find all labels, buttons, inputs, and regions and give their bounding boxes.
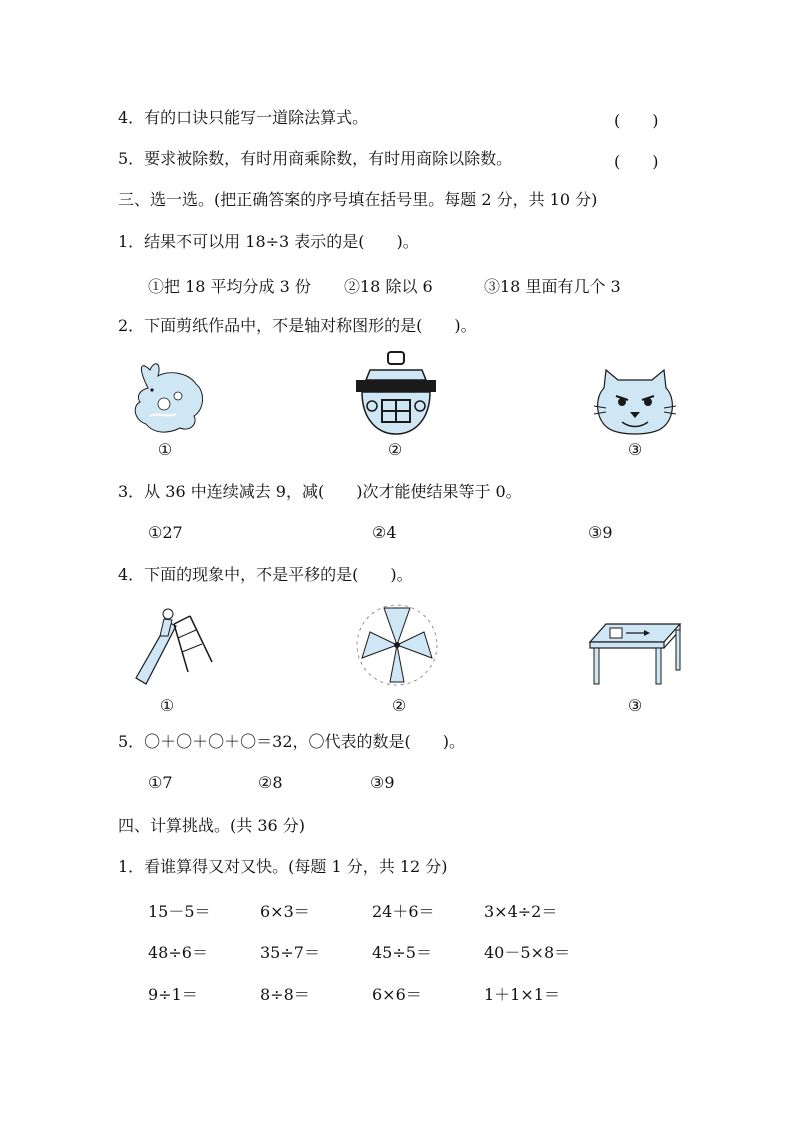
- calc-item[interactable]: 15－5＝: [148, 902, 211, 921]
- calc-item[interactable]: 35÷7＝: [260, 943, 320, 962]
- picture-label-3[interactable]: ③: [627, 440, 643, 459]
- rabbit-papercut-image: [128, 358, 210, 438]
- choice-question-3: 3．从 36 中连续减去 9，减( )次才能使结果等于 0。: [118, 482, 522, 501]
- picture-label-1[interactable]: ①: [159, 696, 175, 715]
- windmill-image: [354, 602, 440, 688]
- calc-item[interactable]: 1＋1×1＝: [484, 985, 560, 1004]
- picture-label-2[interactable]: ②: [391, 696, 407, 715]
- calc-question-1: 1．看谁算得又对又快。(每题 1 分，共 12 分): [118, 857, 448, 876]
- option-2[interactable]: ②18 除以 6: [344, 277, 433, 296]
- option-2[interactable]: ②4: [372, 523, 397, 542]
- option-1[interactable]: ①把 18 平均分成 3 份: [148, 277, 311, 296]
- calc-item[interactable]: 48÷6＝: [148, 943, 208, 962]
- option-3[interactable]: ③9: [370, 773, 395, 792]
- answer-paren[interactable]: ( ): [614, 152, 659, 171]
- option-3[interactable]: ③18 里面有几个 3: [484, 277, 621, 296]
- picture-label-3[interactable]: ③: [627, 696, 643, 715]
- vessel-papercut-image: [352, 350, 440, 440]
- calc-item[interactable]: 6×3＝: [260, 902, 310, 921]
- table-box-image: [584, 618, 684, 688]
- option-2[interactable]: ②8: [258, 773, 283, 792]
- answer-paren[interactable]: ( ): [614, 111, 659, 130]
- section-heading-choose: 三、选一选。(把正确答案的序号填在括号里。每题 2 分，共 10 分): [118, 190, 598, 209]
- slide-image: [128, 602, 220, 688]
- option-1[interactable]: ①27: [148, 523, 183, 542]
- tiger-papercut-image: [592, 362, 678, 438]
- choice-question-5: 5．〇＋〇＋〇＋〇＝32，〇代表的数是( )。: [118, 732, 466, 751]
- section-heading-calc: 四、计算挑战。(共 36 分): [118, 816, 306, 835]
- calc-item[interactable]: 3×4÷2＝: [484, 902, 558, 921]
- calc-item[interactable]: 45÷5＝: [372, 943, 432, 962]
- calc-item[interactable]: 9÷1＝: [148, 985, 198, 1004]
- calc-item[interactable]: 8÷8＝: [260, 985, 310, 1004]
- choice-question-2: 2．下面剪纸作品中，不是轴对称图形的是( )。: [118, 316, 477, 335]
- picture-label-1[interactable]: ①: [157, 440, 173, 459]
- picture-label-2[interactable]: ②: [387, 440, 403, 459]
- judge-question-5: 5．要求被除数，有时用商乘除数，有时用商除以除数。: [118, 149, 513, 168]
- option-1[interactable]: ①7: [148, 773, 173, 792]
- calc-item[interactable]: 24＋6＝: [372, 902, 435, 921]
- judge-question-4: 4．有的口诀只能写一道除法算式。: [118, 108, 369, 127]
- choice-question-4: 4．下面的现象中，不是平移的是( )。: [118, 565, 413, 584]
- choice-question-1: 1．结果不可以用 18÷3 表示的是( )。: [118, 232, 419, 251]
- calc-item[interactable]: 6×6＝: [372, 985, 422, 1004]
- calc-item[interactable]: 40－5×8＝: [484, 943, 571, 962]
- option-3[interactable]: ③9: [588, 523, 613, 542]
